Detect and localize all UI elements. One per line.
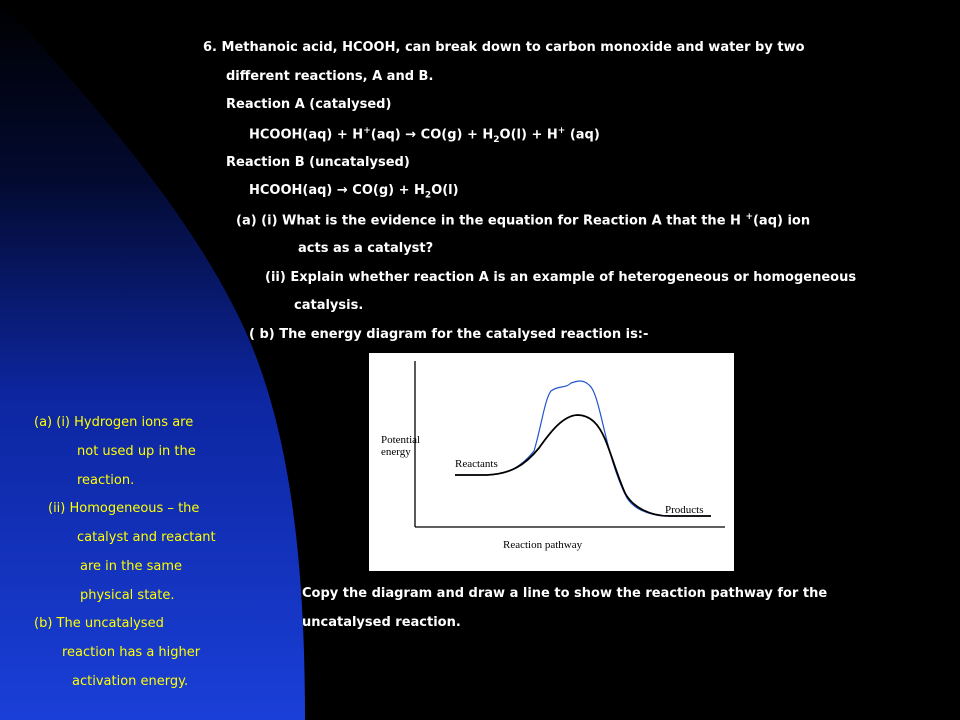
- products-label: Products: [665, 504, 704, 516]
- question-intro-line1: 6. Methanoic acid, HCOOH, can break down to carbon monoxide and water by two: [203, 40, 805, 55]
- answer-line-9: reaction has a higher: [62, 645, 201, 660]
- question-b-line: ( b) The energy diagram for the catalysed reaction is:-: [249, 327, 649, 342]
- uncatalysed-curve: [455, 381, 711, 516]
- question-a-i-line1: (a) (i) What is the evidence in the equation for Reaction A that the H +(aq) ion: [236, 212, 811, 229]
- answer-line-2: not used up in the: [77, 444, 196, 459]
- reaction-a-title: Reaction A (catalysed): [226, 97, 392, 112]
- answer-line-4: (ii) Homogeneous – the: [48, 501, 200, 516]
- reaction-a-equation: HCOOH(aq) + $H^+(aq) \to CO(g) + H_2O(l) + H^+$ (aq): [249, 126, 600, 145]
- answer-line-3: reaction.: [77, 473, 135, 488]
- reaction-b-equation: HCOOH(aq) → $CO(g) + H_2O(l)$: [249, 183, 459, 201]
- question-a-i-line2: acts as a catalyst?: [298, 241, 434, 256]
- answer-line-6: are in the same: [80, 559, 183, 574]
- answer-line-8: (b) The uncatalysed: [34, 616, 164, 631]
- copy-instruction-line1: Copy the diagram and draw a line to show the reaction pathway for the: [302, 586, 828, 601]
- answer-line-7: physical state.: [80, 588, 175, 603]
- question-a-ii-line2: catalysis.: [294, 298, 364, 313]
- answer-line-5: catalyst and reactant: [77, 530, 216, 545]
- answer-line-1: (a) (i) Hydrogen ions are: [34, 415, 194, 430]
- y-axis-label: Potential energy: [381, 434, 421, 458]
- answer-line-10: activation energy.: [72, 674, 189, 689]
- copy-instruction-line2: uncatalysed reaction.: [302, 615, 461, 630]
- energy-diagram: [369, 353, 734, 571]
- reaction-b-title: Reaction B (uncatalysed): [226, 155, 410, 170]
- question-a-ii-line1: (ii) Explain whether reaction A is an example of heterogeneous or homogeneous: [265, 270, 857, 285]
- reactants-label: Reactants: [455, 458, 498, 470]
- question-intro-line2: different reactions, A and B.: [226, 69, 434, 84]
- x-axis-label: Reaction pathway: [503, 539, 583, 551]
